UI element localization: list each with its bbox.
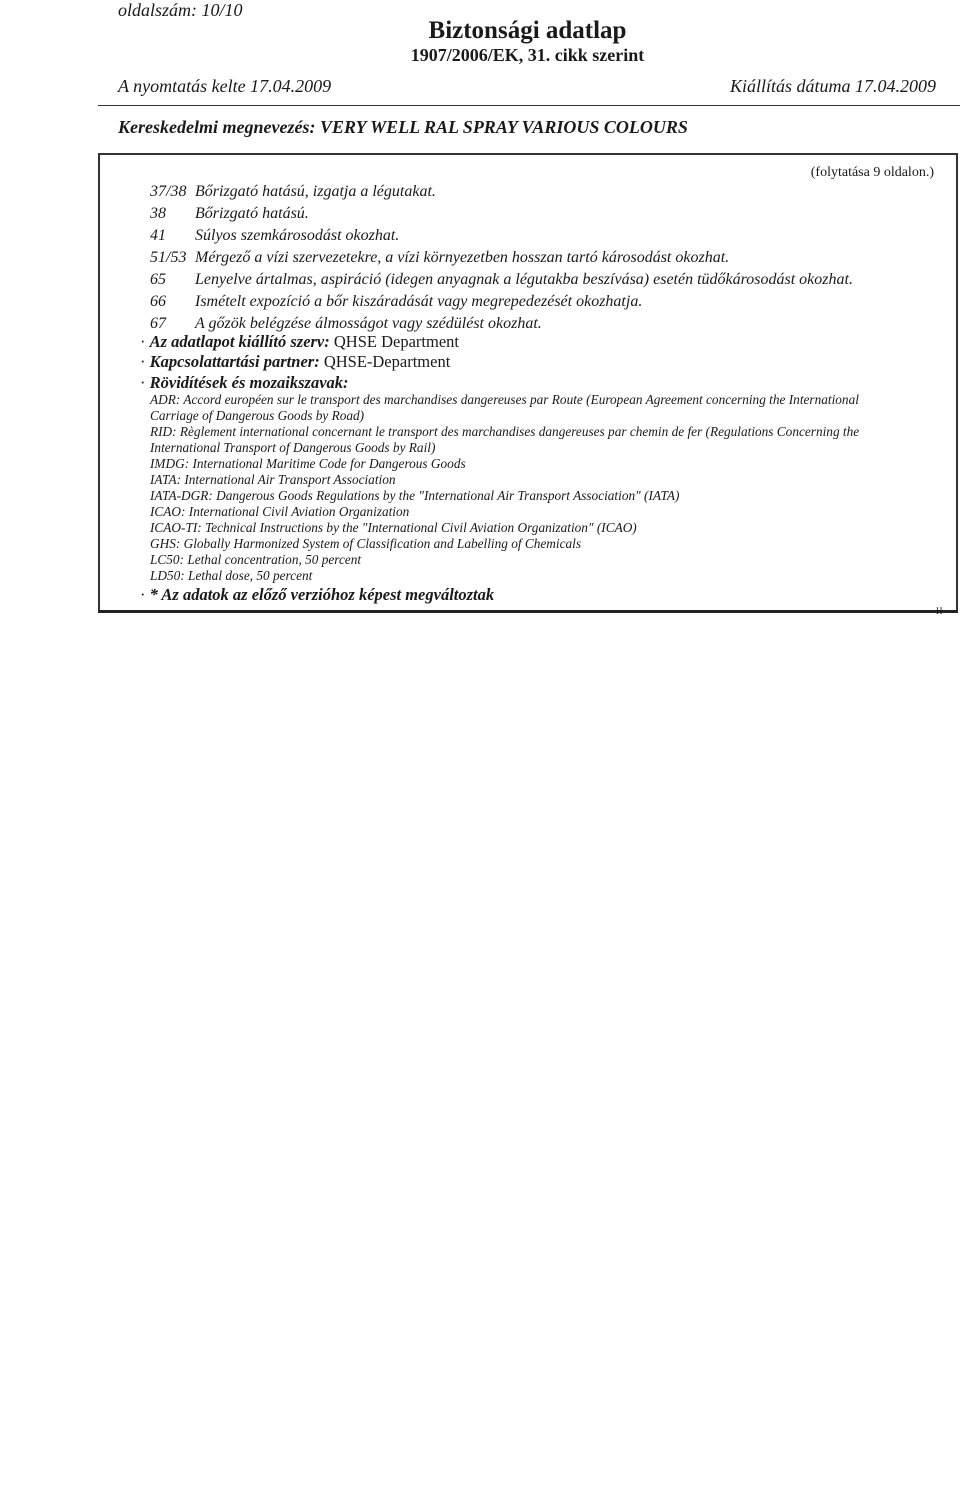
r-phrase-text: Bőrizgató hatású. (195, 205, 309, 222)
abbreviation-line: LD50: Lethal dose, 50 percent (150, 568, 313, 583)
continuation-note: (folytatása 9 oldalon.) (810, 165, 934, 180)
r-phrase-row (150, 205, 309, 223)
footer-mark: H (936, 606, 943, 616)
trade-name: Kereskedelmi megnevezés: VERY WELL RAL SPRAY VARIOUS COLOURS (118, 117, 688, 137)
print-date: A nyomtatás kelte 17.04.2009 (118, 76, 332, 96)
bullet: · (140, 373, 146, 392)
document-title: Biztonsági adatlap (428, 17, 627, 44)
abbreviation-line: IMDG: International Maritime Code for Dangerous Goods (150, 456, 466, 471)
abbreviations-heading (140, 373, 349, 393)
abbreviation-line: LC50: Lethal concentration, 50 percent (150, 552, 362, 567)
r-phrase-code: 38 (150, 205, 166, 222)
document-subtitle: 1907/2006/EK, 31. cikk szerint (410, 45, 645, 65)
issue-date: Kiállítás dátuma 17.04.2009 (729, 76, 936, 96)
header-divider (98, 105, 960, 106)
bullet: · (140, 352, 146, 371)
r-phrase-code: 65 (150, 271, 166, 288)
r-phrase-text: Súlyos szemkárosodást okozhat. (195, 227, 400, 244)
r-phrase-row (150, 249, 729, 267)
abbreviations-label: Rövidítések és mozaikszavak: (149, 373, 349, 392)
r-phrase-row (150, 227, 399, 245)
r-phrase-text: Mérgező a vízi szervezetekre, a vízi környezetben hosszan tartó károsodást okozhat. (195, 249, 730, 266)
abbreviation-line: International Transport of Dangerous Goods by Rail) (150, 440, 436, 455)
r-phrase-text: A gőzök belégzése álmosságot vagy szédülést okozhat. (195, 315, 542, 332)
r-phrase-row (150, 293, 642, 311)
abbreviation-line: ICAO: International Civil Aviation Organization (150, 504, 410, 519)
abbreviation-line: ICAO-TI: Technical Instructions by the "International Civil Aviation Organization" (ICAO) (150, 520, 637, 535)
issuer-label: Az adatlapot kiállító szerv: (149, 332, 330, 351)
r-phrase-code: 66 (150, 293, 166, 310)
abbreviation-line: GHS: Globally Harmonized System of Classification and Labelling of Chemicals (150, 536, 582, 551)
r-phrase-row (150, 183, 436, 201)
r-phrase-code: 37/38 (150, 183, 187, 200)
contact-line (140, 352, 450, 372)
bullet: · (140, 332, 146, 351)
abbreviation-line: Carriage of Dangerous Goods by Road) (150, 408, 365, 423)
page-number: oldalszám: 10/10 (118, 0, 243, 20)
abbreviation-line: IATA: International Air Transport Association (150, 472, 396, 487)
r-phrase-row (150, 315, 542, 333)
contact-value: QHSE-Department (323, 352, 451, 371)
issuer-value: QHSE Department (333, 332, 459, 351)
abbreviation-line: IATA-DGR: Dangerous Goods Regulations by the "International Air Transport Association" (IATA) (150, 488, 680, 503)
changes-line (140, 585, 494, 605)
r-phrase-text: Lenyelve ártalmas, aspiráció (idegen anyagnak a légutakba beszívása) esetén tüdőkárosodást okozhat. (195, 271, 853, 288)
changes-note: * Az adatok az előző verzióhoz képest megváltoztak (149, 585, 495, 604)
r-phrase-text: Ismételt expozíció a bőr kiszáradását vagy megrepedezését okozhatja. (195, 293, 643, 310)
r-phrase-code: 51/53 (150, 249, 187, 266)
r-phrase-row (150, 271, 853, 289)
abbreviation-line: RID: Règlement international concernant le transport des marchandises dangereuses par chemin de fer (Regulations Concerning the (150, 424, 860, 439)
contact-label: Kapcsolattartási partner: (149, 352, 320, 371)
abbreviation-line: ADR: Accord européen sur le transport des marchandises dangereuses par Route (European Agreement concerning the International (150, 392, 859, 407)
r-phrase-code: 41 (150, 227, 166, 244)
issuer-line (140, 332, 459, 352)
r-phrase-text: Bőrizgató hatású, izgatja a légutakat. (195, 183, 436, 200)
r-phrase-code: 67 (150, 315, 166, 332)
bullet: · (140, 585, 146, 604)
